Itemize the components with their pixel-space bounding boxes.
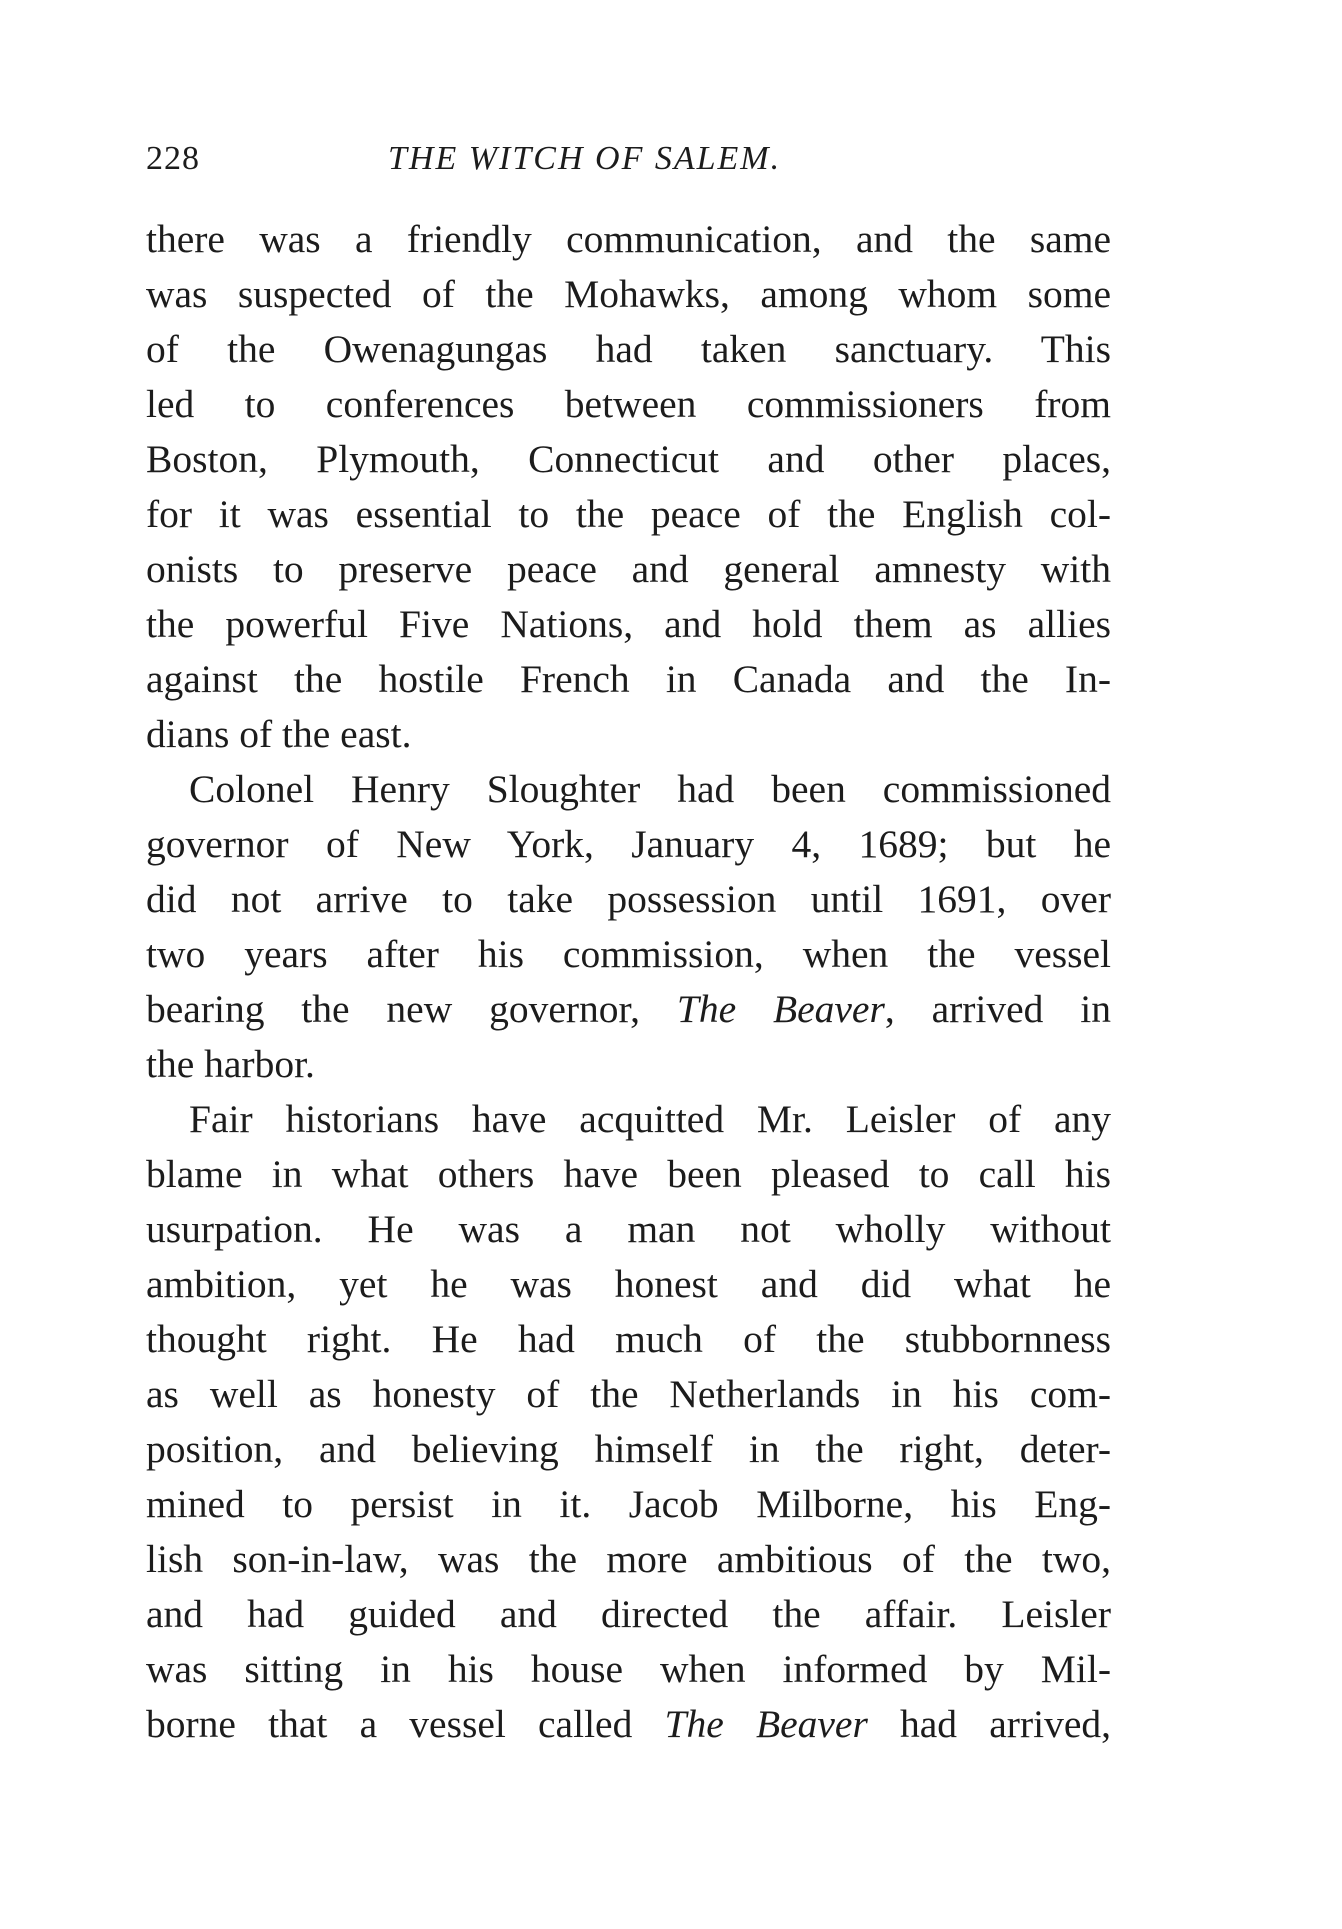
text-line: dians of the east. [146, 712, 412, 756]
text-line [146, 1697, 1111, 1752]
ship-name-italic: The Beaver [676, 987, 885, 1031]
text-line: the powerful Five Nations, and hold them as allies [146, 602, 1111, 646]
text-line: ambition, yet he was honest and did what he [146, 1262, 1111, 1306]
text-line: the harbor. [146, 1042, 315, 1086]
text-line: was suspected of the Mohawks, among whom some [146, 272, 1111, 316]
text-run: had arrived, [867, 1702, 1111, 1746]
text-line: of the Owenagungas had taken sanctuary. This [146, 327, 1111, 371]
text-line: lish son-in-law, was the more ambitious of the two, [146, 1537, 1111, 1581]
text-line: as well as honesty of the Netherlands in his com- [146, 1372, 1111, 1416]
ship-name-italic: The Beaver [664, 1702, 868, 1746]
text-line: Boston, Plymouth, Connecticut and other places, [146, 437, 1111, 481]
text-line: blame in what others have been pleased to call his [146, 1152, 1111, 1196]
text-line: mined to persist in it. Jacob Milborne, his Eng- [146, 1482, 1111, 1526]
text-line: thought right. He had much of the stubbornness [146, 1317, 1111, 1361]
text-run: , arrived in [884, 987, 1111, 1031]
text-line: did not arrive to take possession until 1691, over [146, 877, 1111, 921]
text-line: and had guided and directed the affair. Leisler [146, 1592, 1111, 1636]
text-line: led to conferences between commissioners from [146, 382, 1111, 426]
text-run: borne that a vessel called [146, 1702, 665, 1746]
text-line: usurpation. He was a man not wholly without [146, 1207, 1111, 1251]
text-line: onists to preserve peace and general amnesty with [146, 547, 1111, 591]
text-line: governor of New York, January 4, 1689; but he [146, 822, 1111, 866]
text-run: bearing the new governor, [146, 987, 677, 1031]
text-line: Fair historians have acquitted Mr. Leisler of any [189, 1097, 1111, 1141]
text-line [146, 982, 1111, 1037]
body-text [146, 212, 1111, 1752]
text-line: Colonel Henry Sloughter had been commissioned [189, 767, 1111, 811]
text-line: was sitting in his house when informed by Mil- [146, 1647, 1111, 1691]
text-line: for it was essential to the peace of the English col- [146, 492, 1111, 536]
text-line: against the hostile French in Canada and the In- [146, 657, 1111, 701]
text-line: there was a friendly communication, and the same [146, 217, 1111, 261]
page-header [146, 140, 1111, 180]
text-line: position, and believing himself in the right, deter- [146, 1427, 1111, 1471]
text-line: two years after his commission, when the vessel [146, 932, 1111, 976]
page-number: 228 [146, 140, 200, 177]
running-head: THE WITCH OF SALEM. [388, 140, 782, 177]
